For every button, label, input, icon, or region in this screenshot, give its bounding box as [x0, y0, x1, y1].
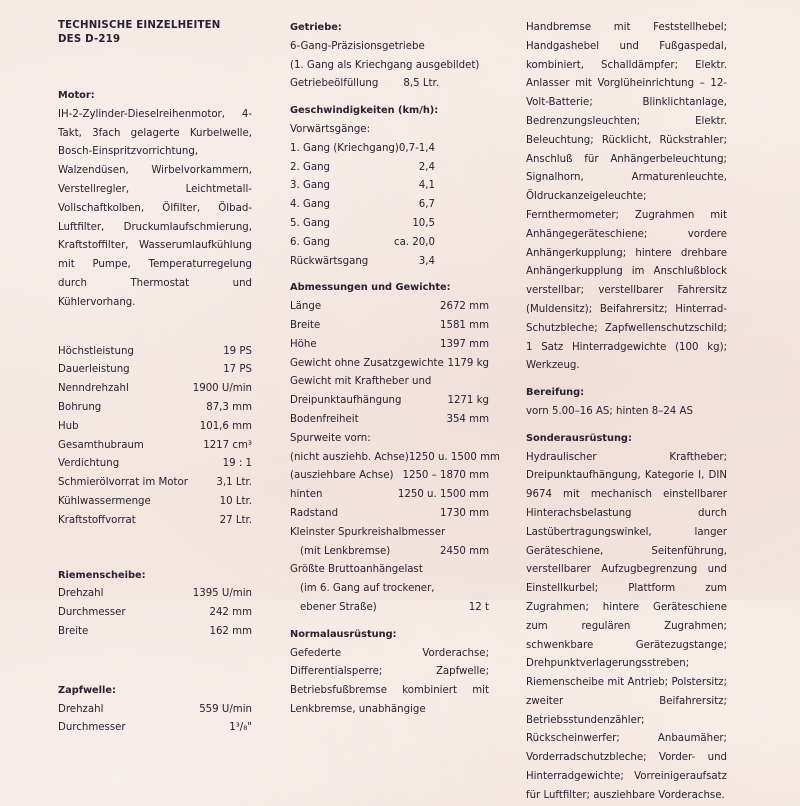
spec-label: Gewicht ohne Zusatzgewichte: [290, 357, 444, 369]
spec-label: Gesamthubraum: [58, 439, 144, 451]
spec-row: [290, 298, 489, 317]
spec-row: [290, 317, 489, 336]
spec-row: [58, 701, 252, 720]
spec-value: 2672 mm: [439, 301, 489, 313]
spec-row: [290, 599, 489, 618]
section-heading: Getriebe:: [290, 22, 342, 33]
spec-label: Kraftstoffvorrat: [58, 514, 136, 526]
spec-row: [58, 585, 252, 604]
column-left: [58, 19, 252, 738]
gear-row: [290, 177, 435, 196]
gear-label: 4. Gang: [290, 199, 331, 211]
spec-value: 1250 u. 1500 mm: [397, 489, 489, 501]
spec-value: 1³/₈": [229, 722, 252, 734]
sub-heading: Vorwärtsgänge:: [290, 123, 370, 135]
spec-label: Durchmesser: [58, 607, 126, 619]
spec-value: 101,6 mm: [199, 420, 252, 432]
document-title: [58, 19, 252, 47]
section-sonderausruestung: [526, 430, 727, 806]
gear-label: 2. Gang: [290, 161, 331, 173]
section-getriebe: [290, 19, 489, 94]
spec-label: Bodenfreiheit: [290, 413, 359, 425]
spec-row: [290, 355, 489, 374]
spec-value: 8,5 Ltr.: [403, 78, 439, 90]
spec-value: 3,1 Ltr.: [216, 477, 252, 489]
spec-label: Gewicht mit Kraftheber und: [290, 376, 432, 388]
spec-row: [290, 505, 489, 524]
spec-value: 354 mm: [446, 413, 489, 425]
spec-label: (nicht ausziehb. Achse): [290, 451, 409, 463]
motor-specs-table: [58, 343, 252, 531]
motor-description: IH-2-Zylinder-Dieselreihenmotor, 4-Takt, 3fach gelagerte Kurbelwelle, Bosch-Einspritzvorrichtung, Walzendüsen, Wirbelvorkammern, Verstellregler, Leichtmetall-Vollschaftkolben, Ölfilter, Ölbad-Luftfilter, Druckumlaufschmierung, Kraftstoffilter, Wasserumlaufkühlung mit Pumpe, Temperaturregelung durch Thermostat und Kühlervorhang.: [58, 108, 252, 308]
spec-value: 1730 mm: [439, 507, 489, 519]
section-heading: Normalausrüstung:: [290, 628, 397, 640]
spec-row: [58, 361, 252, 380]
section-abmessungen: [290, 279, 500, 617]
spec-value: 1250 u. 1500 mm: [408, 451, 500, 463]
spec-row: [290, 336, 489, 355]
spec-row: [290, 543, 489, 562]
spec-value: 1900 U/min: [192, 383, 252, 395]
spec-label: Getriebeölfüllung: [290, 78, 379, 90]
gear-value: 3,4: [418, 255, 435, 267]
section-motor: [58, 87, 252, 313]
spec-label: (mit Lenkbremse): [300, 545, 391, 557]
gear-value: 2,4: [418, 161, 435, 173]
spec-label: Schmierölvorrat im Motor: [58, 477, 188, 489]
spec-label: Höchstleistung: [58, 345, 134, 357]
spec-value: 87,3 mm: [206, 401, 252, 413]
bereifung-text: vorn 5.00–16 AS; hinten 8–24 AS: [526, 405, 693, 417]
gear-label: 3. Gang: [290, 180, 331, 192]
gear-row: [290, 140, 435, 159]
normalausruestung-text: Gefederte Vorderachse; Differentialsperre; Zapfwelle; Betriebsfußbremse kombiniert mit Lenkbremse, unabhängige: [290, 647, 489, 715]
gear-value: 4,1: [418, 180, 435, 192]
getriebe-line: (1. Gang als Kriechgang ausgebildet): [290, 59, 480, 71]
gear-row: [290, 159, 435, 178]
normalausruestung-continued: Handbremse mit Feststellhebel; Handgashebel und Fußgaspedal, kombiniert, Schalldämpfer; Elektr. Anlasser mit Vorglüheinrichtung – 12-Volt-Batterie; Blinklichtanlage, Bedrenzungsleuchten; Elektr. Beleuchtung; Rücklicht, Rückstrahler; Anschluß für Anhängerbeleuchtung; Signalhorn, Armaturenleuchte, Öldruckanzeigeleuchte; Fernthermometer; Zugrahmen mit Anhängegeräteschiene; vordere Anhängerkupplung; hintere drehbare Anhängerkupplung im Anschlußblock verstellbar; verstellbarer Fahrersitz (Muldensitz); Beifahrersitz; Hinterrad-Schutzbleche; Zapfwellenschutzschild; 1 Satz Hinterradgewichte (100 kg); Werkzeug.: [526, 22, 727, 372]
spec-label: Verdichtung: [58, 458, 120, 470]
spec-value: 1397 mm: [439, 338, 489, 350]
spec-label: Bohrung: [58, 401, 102, 413]
spec-row: [58, 399, 252, 418]
gear-label: 6. Gang: [290, 236, 331, 248]
sonderausruestung-text: Hydraulischer Kraftheber; Dreipunktaufhängung, Kategorie I, DIN 9674 mit mechanisch einstellbarer Hinterachsbelastung durch Lastübertragungswinkel, langer Geräteschiene, Seitenführung, verstellbarer Aufzugbegrenzung und Einstellkurbel; Plattform zum Zugrahmen; hintere Geräteschiene zum regulären Zugrahmen; schwenkbare Gerätezugstange; Drehpunktverlagerungsstreben; Riemenscheibe mit Antrieb; Polstersitz; zweiter Beifahrersitz; Betriebsstundenzähler; Rückscheinwerfer; Anbaumäher; Vorderradschutzbleche; Vorder- und Hinterradgewichte; Vorreinigeraufsatz für Luftfilter; ausziehbare Vorderachse.: [526, 451, 727, 801]
section-heading: Abmessungen und Gewichte:: [290, 282, 451, 294]
spec-row: [290, 411, 489, 430]
spec-label: Nenndrehzahl: [58, 383, 129, 395]
spec-value: 1250 – 1870 mm: [402, 470, 489, 482]
gear-row: [290, 196, 435, 215]
spec-value: 1217 cm³: [203, 439, 252, 451]
spec-label: Drehzahl: [58, 588, 104, 600]
spec-label: (im 6. Gang auf trockener,: [300, 583, 435, 595]
spec-value: 242 mm: [209, 607, 252, 619]
spec-value: 2450 mm: [439, 545, 489, 557]
spec-value: 162 mm: [209, 625, 252, 637]
spec-label: Dauerleistung: [58, 364, 130, 376]
section-normalausruestung: [290, 626, 489, 720]
gear-value: ca. 20,0: [393, 236, 435, 248]
gear-row: [290, 234, 435, 253]
section-zapfwelle: [58, 682, 252, 738]
spec-label: Hub: [58, 420, 79, 432]
spec-row: [290, 449, 500, 468]
gear-value: 6,7: [418, 199, 435, 211]
spec-label: Durchmesser: [58, 722, 126, 734]
column-right: [526, 19, 727, 806]
gear-label: 5. Gang: [290, 217, 331, 229]
spec-label: Kühlwassermenge: [58, 495, 151, 507]
spec-label: Größte Bruttoanhängelast: [290, 564, 423, 576]
spec-value: 12 t: [468, 601, 489, 613]
section-riemenscheibe: [58, 567, 252, 642]
section-heading: Sonderausrüstung:: [526, 432, 632, 444]
gear-label: Rückwärtsgang: [290, 255, 369, 267]
spec-label: (ausziehbare Achse): [290, 470, 394, 482]
spec-row: [58, 604, 252, 623]
title-line-2: DES D-219: [58, 34, 121, 45]
spec-row: [58, 719, 252, 738]
spec-row: [58, 493, 252, 512]
spec-value: 27 Ltr.: [219, 514, 252, 526]
spec-row: [58, 474, 252, 493]
section-heading: Geschwindigkeiten (km/h):: [290, 105, 439, 117]
spec-label: Breite: [58, 625, 89, 637]
spec-label: Dreipunktaufhängung: [290, 395, 402, 407]
section-heading: Riemenscheibe:: [58, 569, 146, 581]
spec-label: ebener Straße): [300, 601, 377, 613]
section-heading: Bereifung:: [526, 387, 585, 399]
spec-row: [58, 437, 252, 456]
spec-row: [290, 75, 489, 94]
spec-value: 1179 kg: [447, 357, 489, 369]
gear-label: 1. Gang (Kriechgang): [290, 142, 399, 154]
section-heading: Motor:: [58, 90, 95, 101]
getriebe-line: 6-Gang-Präzisionsgetriebe: [290, 40, 425, 52]
spec-value: 559 U/min: [199, 703, 252, 715]
gear-row: [290, 215, 435, 234]
section-geschwindigkeiten: [290, 102, 439, 271]
column-middle: [290, 19, 500, 720]
gear-row: [290, 253, 435, 272]
spec-row: [290, 392, 489, 411]
spec-row: [58, 418, 252, 437]
spec-row: [290, 467, 489, 486]
spec-value: 19 PS: [223, 345, 252, 357]
spec-value: 17 PS: [223, 364, 252, 376]
gear-value: 0,7-1,4: [398, 142, 435, 154]
gear-value: 10,5: [412, 217, 435, 229]
spec-value: 1581 mm: [439, 319, 489, 331]
spec-label: Kleinster Spurkreishalbmesser: [290, 526, 446, 538]
section-heading: Zapfwelle:: [58, 684, 116, 696]
section-bereifung: [526, 384, 727, 422]
spec-label: hinten: [290, 489, 323, 501]
spec-label: Höhe: [290, 338, 317, 350]
spec-value: 1395 U/min: [192, 588, 252, 600]
spec-row: [58, 380, 252, 399]
spec-label: Länge: [290, 301, 322, 313]
spec-value: 10 Ltr.: [219, 495, 252, 507]
spec-label: Radstand: [290, 507, 339, 519]
spec-label: Drehzahl: [58, 703, 104, 715]
spec-row: [58, 343, 252, 362]
spec-value: 1271 kg: [447, 395, 489, 407]
title-line-1: TECHNISCHE EINZELHEITEN: [58, 20, 221, 31]
spec-row: [58, 623, 252, 642]
spec-label: Breite: [290, 319, 321, 331]
spec-row: [58, 455, 252, 474]
spec-row: [58, 512, 252, 531]
spec-value: 19 : 1: [222, 458, 252, 470]
spec-row: [290, 486, 489, 505]
sub-heading: Spurweite vorn:: [290, 432, 371, 444]
